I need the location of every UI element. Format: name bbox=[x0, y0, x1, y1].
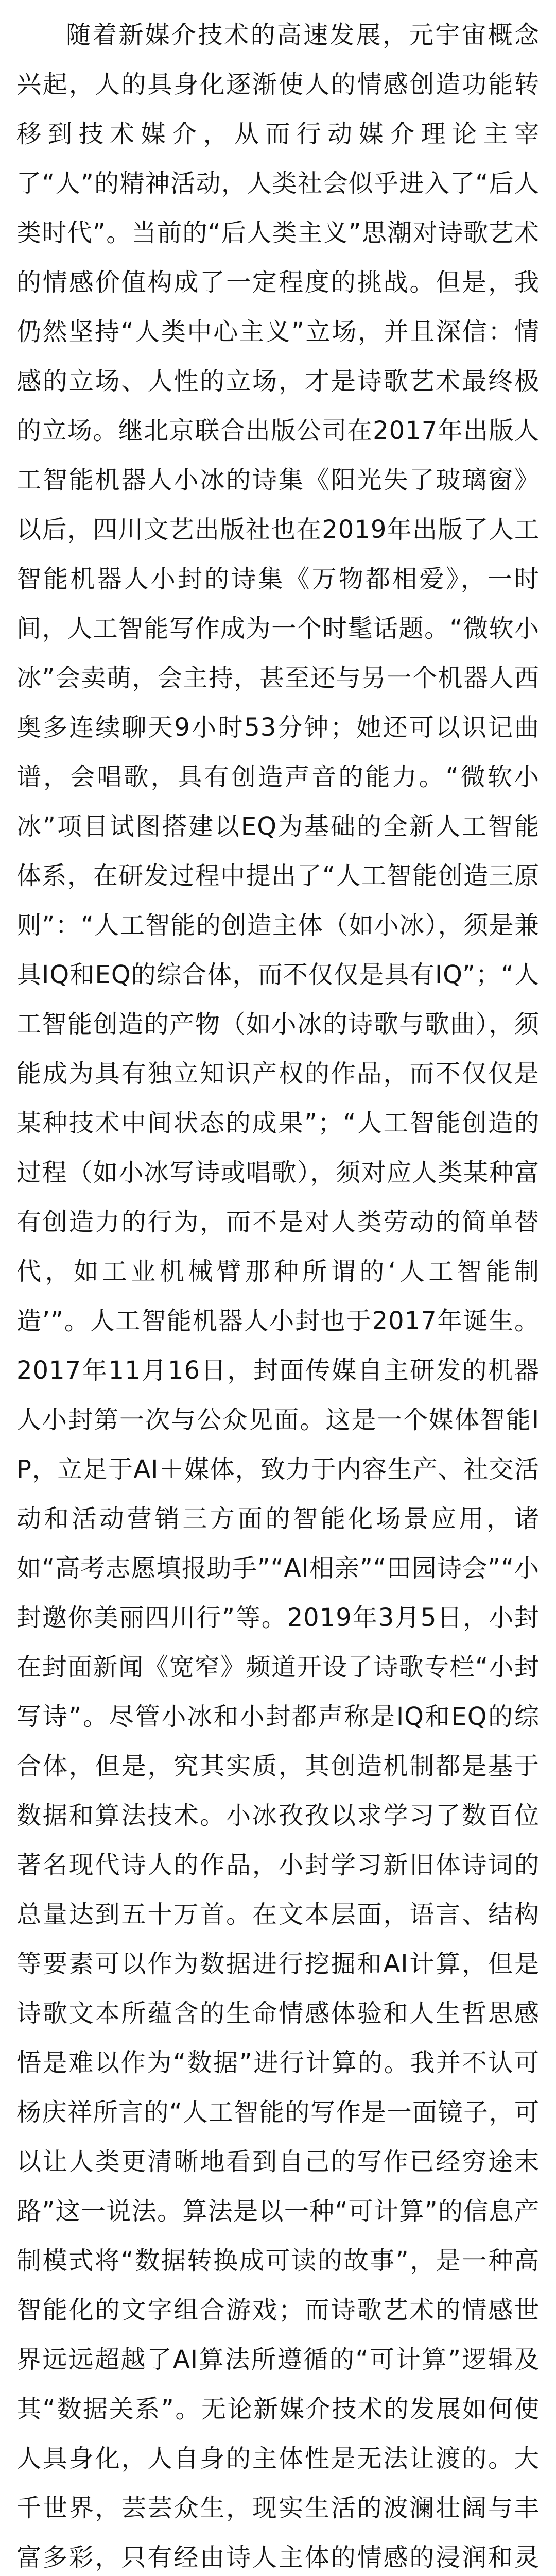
article-paragraph-1: 随着新媒介技术的高速发展，元宇宙概念兴起，人的具身化逐渐使人的情感创造功能转移到技术媒介，从而行动媒介理论主宰了“人”的精神活动，人类社会似乎进入了“后人类时代”。当前的“后人类主义”思潮对诗歌艺术的情感价值构成了一定程度的挑战。但是，我仍然坚持“人类中心主义”立场，并且深信：情感的立场、人性的立场，才是诗歌艺术最终极的立场。继北京联合出版公司在2017年出版人工智能机器人小冰的诗集《阳光失了玻璃窗》以后，四川文艺出版社也在2019年出版了人工智能机器人小封的诗集《万物都相爱》，一时间，人工智能写作成为一个时髦话题。“微软小冰”会卖萌，会主持，甚至还与另一个机器人西奥多连续聊天9小时53分钟；她还可以识记曲谱，会唱歌，具有创造声音的能力。“微软小冰”项目试图搭建以EQ为基础的全新人工智能体系，在研发过程中提出了“人工智能创造三原则”：“人工智能的创造主体（如小冰），须是兼具IQ和EQ的综合体，而不仅仅是具有IQ”；“人工智能创造的产物（如小冰的诗歌与歌曲），须能成为具有独立知识产权的作品，而不仅仅是某种技术中间状态的成果”；“人工智能创造的过程（如小冰写诗或唱歌），须对应人类某种富有创造力的行为，而不是对人类劳动的简单替代，如工业机械臂那种所谓的‘人工智能制造’”。人工智能机器人小封也于2017年诞生。2017年11月16日，封面传媒自主研发的机器人小封第一次与公众见面。这是一个媒体智能IP，立足于AI＋媒体，致力于内容生产、社交活动和活动营销三方面的智能化场景应用，诸如“高考志愿填报助手”“AI相亲”“田园诗会”“小封邀你美丽四川行”等。2019年3月5日，小封在封面新闻《宽窄》频道开设了诗歌专栏“小封写诗”。尽管小冰和小封都声称是IQ和EQ的综合体，但是，究其实质，其创造机制都是基于数据和算法技术。小冰孜孜以求学习了数百位著名现代诗人的作品，小封学习新旧体诗词的总量达到五十万首。在文本层面，语言、结构等要素可以作为数据进行挖掘和AI计算，但是诗歌文本所蕴含的生命情感体验和人生哲思感悟是难以作为“数据”进行计算的。我并不认可杨庆祥所言的“人工智能的写作是一面镜子，可以让人类更清晰地看到自己的写作已经穷途末路”这一说法。算法是以一种“可计算”的信息产制模式将“数据转换成可读的故事”，是一种高智能化的文字组合游戏；而诗歌艺术的情感世界远远超越了AI算法所遵循的“可计算”逻辑及其“数据关系”。无论新媒介技术的发展如何使人具身化，人自身的主体性是无法让渡的。大千世界，芸芸众生，现实生活的波澜壮阔与丰富多彩，只有经由诗人主体的情感的浸润和灵 bbox=[16, 21, 540, 2572]
article-body bbox=[16, 10, 540, 2576]
